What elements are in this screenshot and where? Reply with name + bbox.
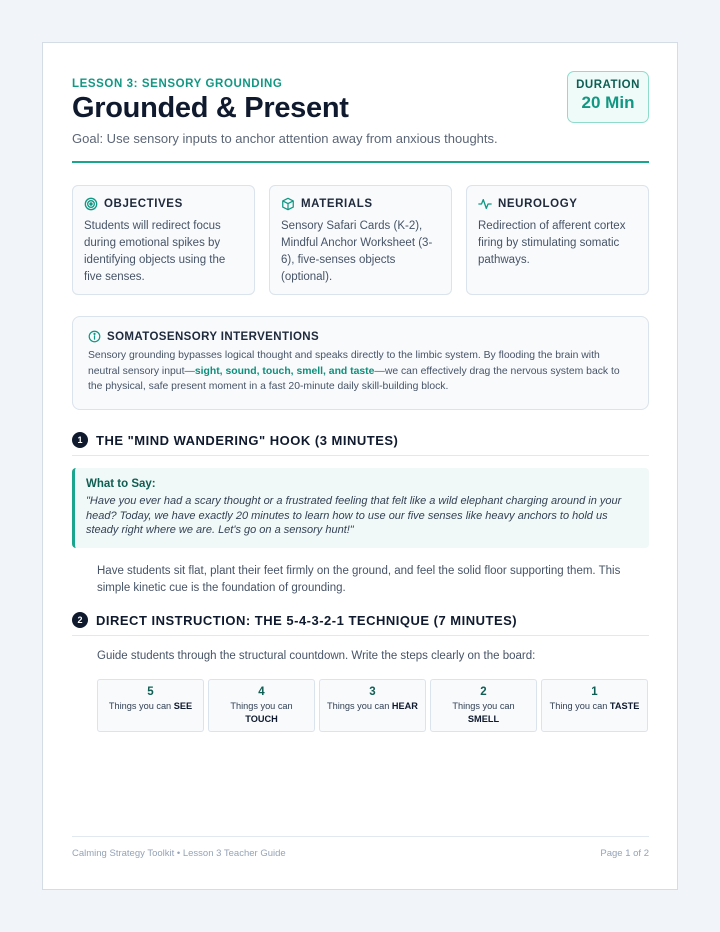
step-prefix: Thing you can (549, 701, 608, 711)
section-1-heading (72, 432, 649, 456)
step-taste (541, 679, 648, 732)
step-sense: TASTE (609, 701, 640, 711)
quote-label: What to Say: (86, 478, 156, 490)
script-quote (72, 468, 649, 548)
interventions-title: SOMATOSENSORY INTERVENTIONS (107, 330, 320, 343)
step-prefix: Things you can (230, 701, 293, 711)
neurology-card (466, 185, 649, 295)
info-cards (72, 185, 649, 295)
step-hear (319, 679, 426, 732)
step-number: 4 (258, 686, 265, 698)
pulse-icon (478, 197, 492, 211)
objectives-text: Students will redirect focus during emotional spikes by identifying objects using the five senses. (84, 220, 226, 283)
header-divider (72, 161, 649, 163)
duration-value: 20 Min (581, 93, 635, 112)
interventions-callout (72, 316, 649, 410)
interventions-text-after: —we can effectively drag the nervous system back to the physical, safe present moment in a fast 20-minute daily skill-building block. (88, 365, 620, 392)
objectives-card (72, 185, 255, 295)
materials-title: MATERIALS (301, 198, 373, 210)
step-prefix: Things you can (108, 701, 172, 711)
neurology-title: NEUROLOGY (498, 198, 578, 210)
section-1-number: 1 (72, 432, 88, 448)
step-sense: SMELL (467, 714, 500, 724)
document-page (42, 42, 678, 890)
page-title: Grounded & Present (72, 92, 349, 124)
section-2-title: DIRECT INSTRUCTION: THE 5-4-3-2-1 TECHNIQUE (7 MINUTES) (96, 612, 518, 628)
step-smell (430, 679, 537, 732)
interventions-text (88, 348, 633, 395)
lesson-goal: Goal: Use sensory inputs to anchor attention away from anxious thoughts. (72, 131, 498, 146)
objectives-title: OBJECTIVES (104, 198, 183, 210)
section-1-paragraph: Have students sit flat, plant their feet firmly on the ground, and feel the solid floor supporting them. This simple kinetic cue is the foundation of grounding. (97, 565, 621, 594)
page-footer (72, 836, 649, 859)
countdown-steps (97, 679, 649, 732)
senses-highlight: sight, sound, touch, smell, and taste (194, 365, 375, 377)
step-number: 1 (591, 686, 598, 698)
info-icon (88, 330, 101, 343)
step-sense: TOUCH (245, 714, 278, 724)
duration-badge (567, 71, 649, 123)
lesson-label: LESSON 3: SENSORY GROUNDING (72, 78, 283, 90)
box-icon (281, 197, 295, 211)
duration-label: DURATION (576, 79, 640, 91)
quote-text: "Have you ever had a scary thought or a frustrated feeling that felt like a wild elephant charging around in your head? Today, we have exactly 20 minutes to learn how to use our five senses like heavy anchors to hold us steady right where we are. Let's go on a sensory hunt!" (86, 495, 622, 536)
materials-text: Sensory Safari Cards (K-2), Mindful Anchor Worksheet (3-6), five-senses objects (optional). (281, 220, 433, 283)
step-number: 3 (369, 686, 376, 698)
step-see (97, 679, 204, 732)
step-number: 5 (147, 686, 154, 698)
section-2-number: 2 (72, 612, 88, 628)
step-sense: SEE (173, 701, 193, 711)
materials-card (269, 185, 452, 295)
step-prefix: Things you can (327, 701, 390, 711)
section-2-paragraph: Guide students through the structural countdown. Write the steps clearly on the board: (97, 650, 536, 662)
section-2-heading (72, 612, 649, 636)
step-sense: HEAR (391, 701, 418, 711)
section-1-title: THE "MIND WANDERING" HOOK (3 MINUTES) (96, 432, 399, 448)
step-touch (208, 679, 315, 732)
target-icon (84, 197, 98, 211)
step-number: 2 (480, 686, 487, 698)
footer-title: Calming Strategy Toolkit • Lesson 3 Teacher Guide (72, 848, 286, 859)
interventions-text-before: Sensory grounding bypasses logical thought and speaks directly to the limbic system. By flooding the brain with neutral sensory input— (88, 350, 600, 377)
step-prefix: Things you can (452, 701, 515, 711)
page-number: Page 1 of 2 (600, 848, 649, 859)
neurology-text: Redirection of afferent cortex firing by stimulating somatic pathways. (478, 220, 626, 266)
